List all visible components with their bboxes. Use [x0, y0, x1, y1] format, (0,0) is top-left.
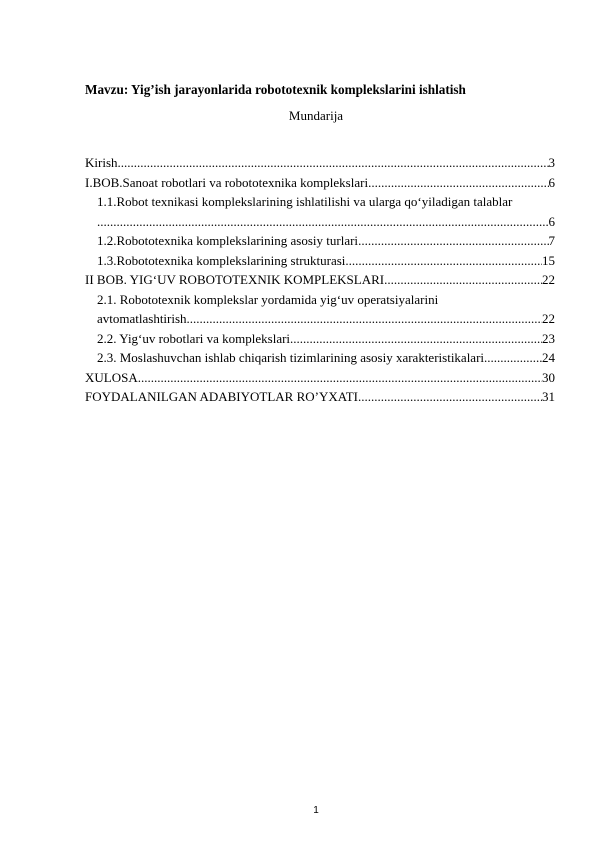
toc-page-number: 23	[542, 330, 555, 346]
toc-entry-text: FOYDALANILGAN ADABIYOTLAR RO’YXATI	[85, 389, 358, 404]
toc-entry-chapter-2[interactable]	[85, 270, 555, 290]
toc-heading: Mundarija	[288, 108, 344, 123]
toc-page-number: 30	[542, 369, 555, 385]
document-title: Mavzu: Yig’ish jarayonlarida robototexnik komplekslarini ishlatish	[85, 82, 466, 97]
toc-entry-text: Kirish	[85, 155, 118, 170]
dot-leader	[290, 329, 542, 349]
dot-leader	[138, 368, 542, 388]
dot-leader	[358, 231, 548, 251]
toc-entry-text: 1.2.Robototexnika komplekslarining asosiy turlari	[97, 233, 359, 248]
toc-entry-section-2-2[interactable]	[85, 329, 555, 349]
toc-entry-kirish[interactable]	[85, 153, 555, 173]
toc-entry-continuation	[97, 212, 555, 232]
dot-leader	[384, 270, 542, 290]
dot-leader	[187, 309, 542, 329]
toc-entry-bibliography[interactable]	[85, 387, 555, 407]
toc-entry-text: 1.3.Robototexnika komplekslarining strukturasi	[97, 252, 346, 268]
toc-page-number: 22	[542, 272, 555, 287]
dot-leader	[484, 348, 542, 368]
toc-page-number: 24	[542, 350, 555, 365]
toc-page-number: 7	[548, 233, 555, 248]
toc-entry-section-2-1[interactable]	[85, 290, 555, 329]
toc-page-number: 6	[548, 174, 555, 190]
toc-entry-continuation	[97, 309, 555, 329]
dot-leader	[118, 153, 549, 173]
toc-entry-text: 2.3. Moslashuvchan ishlab chiqarish tizimlarining asosiy xarakteristikalari	[97, 350, 485, 365]
toc-page-number: 31	[542, 389, 555, 404]
toc-entry-section-2-3[interactable]	[85, 348, 555, 368]
toc-entry-text: 1.1.Robot texnikasi komplekslarining ishlatilishi va ularga qo‘yiladigan talablar	[97, 194, 513, 209]
toc-entry-text-cont: avtomatlashtirish	[97, 311, 187, 326]
table-of-contents	[85, 153, 555, 407]
toc-page-number: 22	[542, 311, 555, 326]
dot-leader	[358, 387, 542, 407]
toc-entry-text: I.BOB.Sanoat robotlari va robototexnika komplekslari	[85, 174, 369, 190]
page-number: 1	[313, 805, 319, 816]
toc-entry-section-1-3[interactable]	[85, 251, 555, 271]
toc-entry-text: 2.1. Robototexnik komplekslar yordamida yig‘uv operatsiyalarini	[97, 291, 439, 307]
toc-entry-text: XULOSA	[85, 369, 138, 385]
toc-entry-chapter-1[interactable]	[85, 173, 555, 193]
dot-leader	[368, 173, 548, 193]
toc-entry-text: II BOB. YIG‘UV ROBOTOTEXNIK KOMPLEKSLARI	[85, 272, 385, 287]
toc-entry-xulosa[interactable]	[85, 368, 555, 388]
toc-entry-section-1-1[interactable]	[85, 192, 555, 231]
dot-leader	[345, 251, 542, 271]
toc-entry-section-1-2[interactable]	[85, 231, 555, 251]
toc-page-number: 3	[548, 155, 555, 170]
toc-page-number: 15	[542, 252, 555, 268]
toc-entry-text: 2.2. Yig‘uv robotlari va komplekslari	[97, 330, 291, 346]
toc-page-number: 6	[548, 213, 555, 229]
dot-leader	[97, 212, 549, 232]
